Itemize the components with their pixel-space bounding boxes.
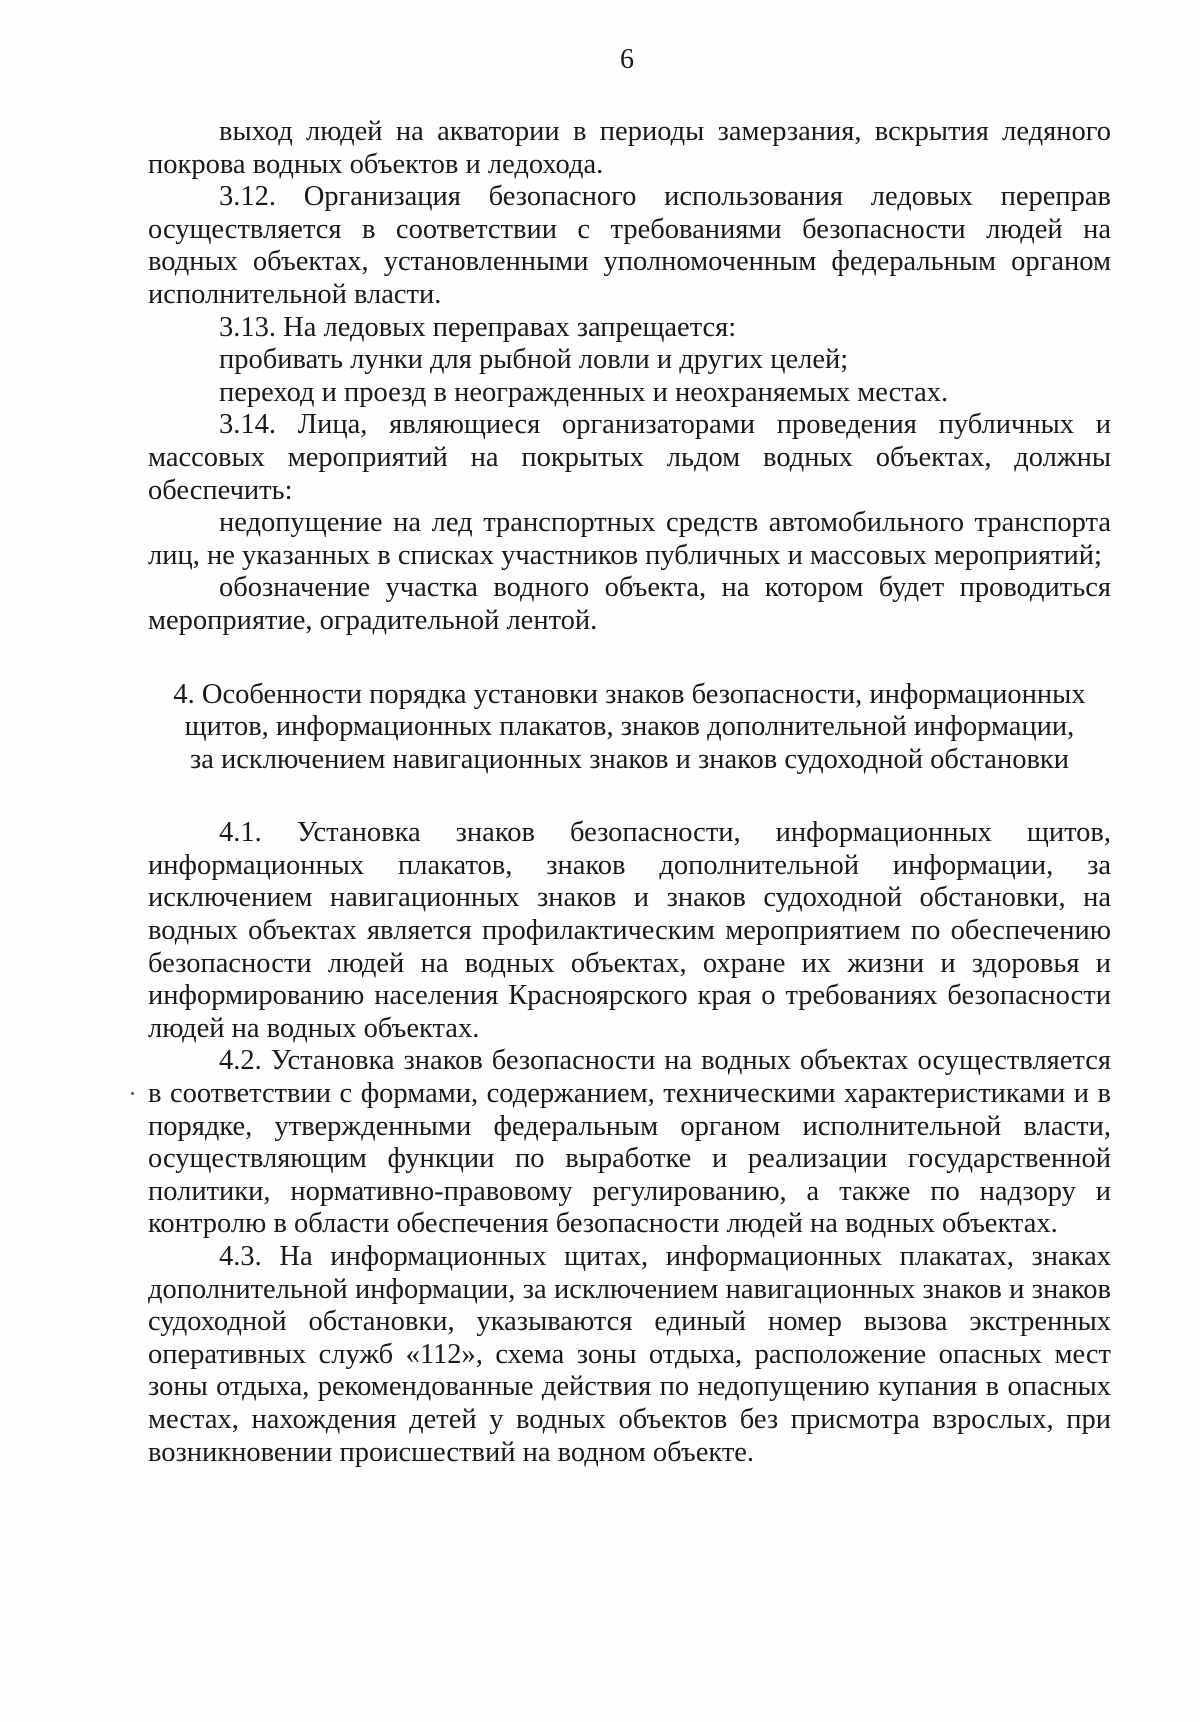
scan-speck-mark <box>131 1092 134 1095</box>
page-number: 6 <box>620 44 634 75</box>
section-heading-line: щитов, информационных плакатов, знаков дополнительной информации, <box>184 711 1075 743</box>
paragraph-continuation: выход людей на акватории в периоды замерзания, вскрытия ледяного покрова водных объектов и ледохода. <box>148 116 1111 180</box>
paragraph-4-2: 4.2. Установка знаков безопасности на водных объектах осуществляется в соответствии с формами, содержанием, техническими характеристиками и в порядке, утвержденными федеральным органом исполнительной власти, осуществляющим функции по выработке и реализации государственной политики, нормативно-правовому регулированию, а также по надзору и контролю в области обеспечения безопасности людей на водных объектах. <box>148 1045 1111 1240</box>
section-heading-line: за исключением навигационных знаков и знаков судоходной обстановки <box>189 743 1070 775</box>
section-heading-line: 4. Особенности порядка установки знаков безопасности, информационных <box>173 678 1086 710</box>
paragraph-4-3: 4.3. На информационных щитах, информационных плакатах, знаках дополнительной информации, за исключением навигационных знаков и знаков судоходной обстановки, указываются единый номер вызова экстренных оперативных служб «112», схема зоны отдыха, расположение опасных мест зоны отдыха, рекомендованные действия по недопущению купания в опасных местах, нахождения детей у водных объектов без присмотра взрослых, при возникновении происшествий на водном объекте. <box>148 1241 1111 1468</box>
paragraph-3-13-item-1: пробивать лунки для рыбной ловли и других целей; <box>219 344 849 376</box>
paragraph-3-13: 3.13. На ледовых переправах запрещается: <box>219 311 737 343</box>
paragraph-3-14-item-2: обозначение участка водного объекта, на котором будет проводиться мероприятие, оградительной лентой. <box>148 572 1111 636</box>
paragraph-3-13-item-2: переход и проезд в неогражденных и неохраняемых местах. <box>219 376 949 408</box>
document-body <box>148 116 1111 1469</box>
paragraph-3-12: 3.12. Организация безопасного использования ледовых переправ осуществляется в соответствии с требованиями безопасности людей на водных объектах, установленными уполномоченным федеральным органом исполнительной власти. <box>148 181 1111 310</box>
section-4-heading <box>148 679 1111 777</box>
paragraph-3-14-item-1: недопущение на лед транспортных средств автомобильного транспорта лиц, не указанных в списках участников публичных и массовых мероприятий; <box>148 507 1111 571</box>
paragraph-4-1: 4.1. Установка знаков безопасности, информационных щитов, информационных плакатов, знаков дополнительной информации, за исключением навигационных знаков и знаков судоходной обстановки, на водных объектах является профилактическим мероприятием по обеспечению безопасности людей на водных объектах, охране их жизни и здоровья и информированию населения Красноярского края о требованиях безопасности людей на водных объектах. <box>148 817 1111 1044</box>
paragraph-3-14: 3.14. Лица, являющиеся организаторами проведения публичных и массовых мероприятий на покрытых льдом водных объектах, должны обеспечить: <box>148 409 1111 506</box>
